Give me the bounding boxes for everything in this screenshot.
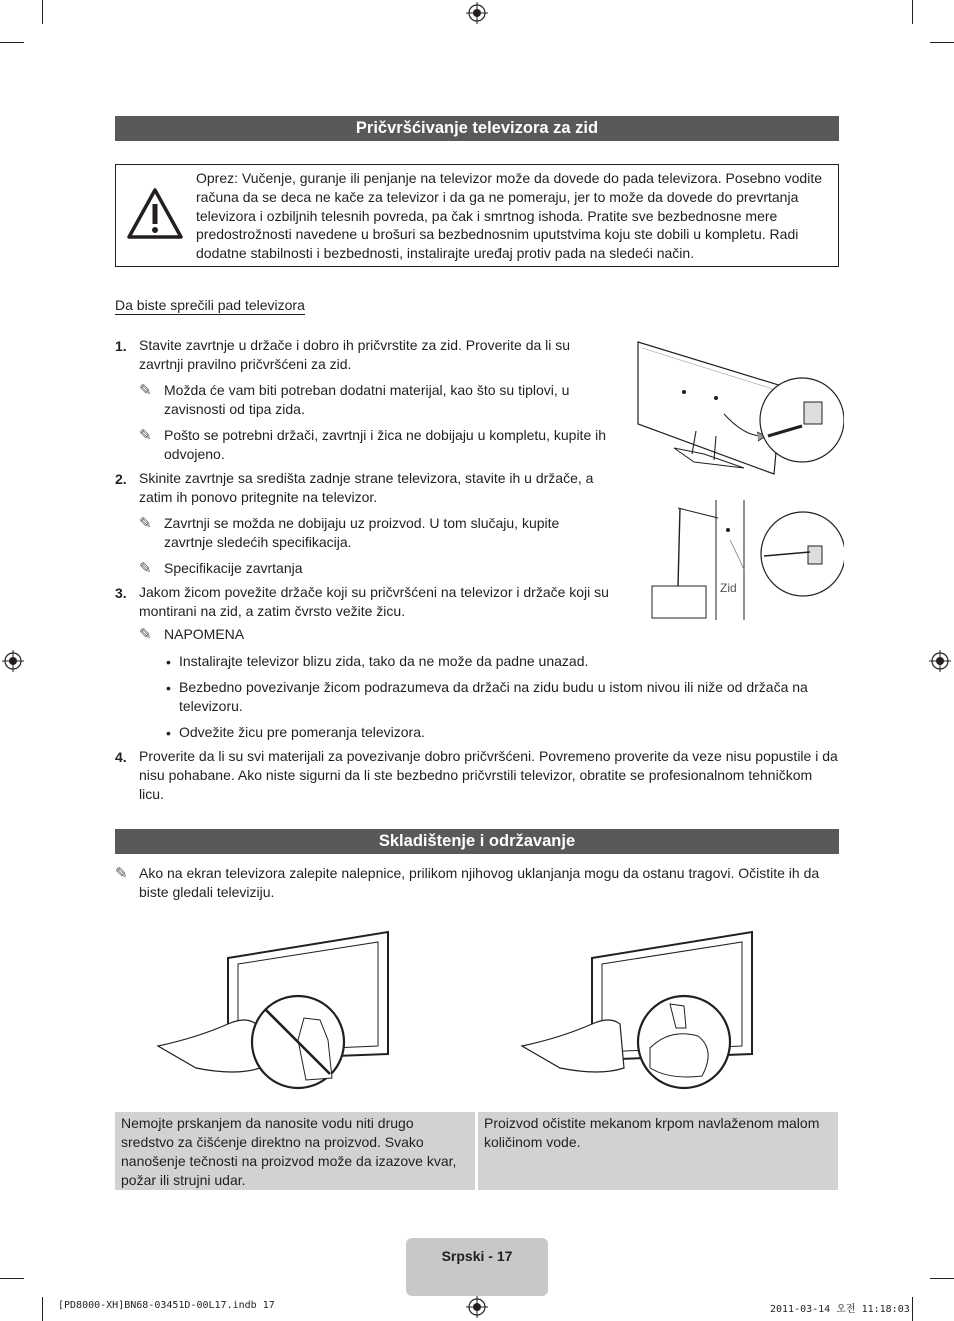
step-number: 4. — [115, 749, 127, 765]
imprint-date: 2011-03-14 오전 11:18:03 — [770, 1304, 910, 1315]
bullet-text: Odvežite žicu pre pomeranja televizora. — [179, 724, 425, 740]
crop-mark — [912, 0, 913, 24]
bullet-dot: • — [166, 654, 171, 670]
registration-mark-icon — [466, 1296, 488, 1318]
bullet-text: Instalirajte televizor blizu zida, tako da ne može da padne unazad. — [179, 653, 589, 669]
caption-dont-spray: Nemojte prskanjem da nanosite vodu niti drugo sredstvo za čišćenje direktno na proizvod. Svako nanošenje tečnosti na proizvod može da izazove kvar, požar ili strujni udar. — [115, 1112, 475, 1190]
page-number: Srpski - 17 — [406, 1238, 548, 1296]
crop-mark — [912, 1297, 913, 1321]
warning-triangle-icon — [126, 187, 184, 241]
crop-mark — [930, 1278, 954, 1279]
section-title-storage: Skladištenje i održavanje — [115, 829, 839, 854]
note — [139, 514, 157, 533]
step-text: Jakom žicom povežite držače koji su pričvršćeni na televizor i držače koji su montirani na zid, a zatim čvrsto vežite žicu. — [139, 584, 609, 619]
crop-mark — [42, 1297, 43, 1321]
note-label: NAPOMENA — [164, 626, 245, 642]
note — [139, 625, 157, 644]
section-title-wall-mount: Pričvršćivanje televizora za zid — [115, 116, 839, 141]
bullet-dot: • — [166, 680, 171, 696]
step-number: 3. — [115, 585, 127, 601]
crop-mark — [42, 0, 43, 24]
registration-mark-icon — [466, 2, 488, 24]
no-spray-illustration — [156, 928, 392, 1090]
note-pencil-icon: ✎ — [139, 427, 152, 444]
note — [139, 426, 157, 445]
step-text: Stavite zavrtnje u držače i dobro ih pričvrstite za zid. Proverite da li su zavrtnji pravilno pričvršćeni za zid. — [139, 337, 571, 372]
caption-soft-cloth: Proizvod očistite mekanom krpom navlaženom malom količinom vode. — [478, 1112, 838, 1190]
step-text: Skinite zavrtnje sa središta zadnje strane televizora, stavite ih u držače, a zatim ih ponovo pritegnite na televizor. — [139, 470, 594, 505]
warning-box — [115, 164, 839, 267]
note-pencil-icon: ✎ — [139, 626, 152, 643]
registration-mark-icon — [2, 650, 24, 672]
step-number: 1. — [115, 338, 127, 354]
note-text: Ako na ekran televizora zalepite nalepnice, prilikom njihovog uklanjanja mogu da ostanu tragovi. Očistite ih da biste gledali televiziju. — [139, 865, 820, 900]
step-text: Proverite da li su svi materijali za povezivanje dobro pričvršćeni. Povremeno proverite da veze nisu popustile i da nisu pohabane. Ako niste sigurni da li ste bezbedno pričvrstili televizor, obratite se profesionalnom tehničkom licu. — [139, 748, 838, 802]
note-pencil-icon: ✎ — [139, 382, 152, 399]
imprint-file: [PD8000-XH]BN68-03451D-00L17.indb 17 — [58, 1300, 275, 1311]
subheading-prevent-fall: Da biste sprečili pad televizora — [115, 297, 305, 313]
note-text: Zavrtnji se možda ne dobijaju uz proizvod. U tom slučaju, kupite zavrtnje sledećih specifikacija. — [164, 515, 560, 550]
registration-mark-icon — [929, 650, 951, 672]
wall-wire-illustration — [648, 500, 844, 620]
bullet-dot: • — [166, 725, 171, 741]
warning-text — [196, 169, 832, 263]
note-text: Pošto se potrebni držači, zavrtnji i žica ne dobijaju u kompletu, kupite ih odvojeno. — [164, 427, 607, 462]
crop-mark — [0, 1278, 24, 1279]
note — [139, 559, 157, 578]
crop-mark — [0, 42, 24, 43]
crop-mark — [930, 42, 954, 43]
step-number: 2. — [115, 471, 127, 487]
note-text: Specifikacije zavrtanja — [164, 560, 303, 576]
note-pencil-icon: ✎ — [115, 865, 128, 882]
cloth-clean-illustration — [520, 928, 756, 1090]
note-pencil-icon: ✎ — [139, 515, 152, 532]
note-text: Možda će vam biti potreban dodatni materijal, kao što su tiplovi, u zavisnosti od tipa zida. — [164, 382, 570, 417]
figure-label-wall: Zid — [720, 581, 737, 595]
warning-label: Oprez — [196, 170, 235, 186]
note — [115, 864, 133, 883]
tv-back-bracket-illustration — [634, 336, 844, 496]
note-pencil-icon: ✎ — [139, 560, 152, 577]
bullet-text: Bezbedno povezivanje žicom podrazumeva da držači na zidu budu u istom nivou ili niže od držača na televizoru. — [179, 679, 808, 714]
warning-body: : Vučenje, guranje ili penjanje na televizor može da dovede do pada televizora. Posebno vodite računa da se deca ne kače za televizor i da ga ne pomeraju, jer to može da dovede do prevrtanja televizora i ozbiljnih telesnih povreda, pa čak i smrtnog ishoda. Pratite sve bezbednosne mere predostrožnosti navedene u brošuri sa bezbednosnim uputstvima koju ste dobili u kompletu. Radi dodatne stabilnosti i bezbednosti, instalirajte uređaj protiv pada na sledeći način. — [196, 170, 822, 262]
